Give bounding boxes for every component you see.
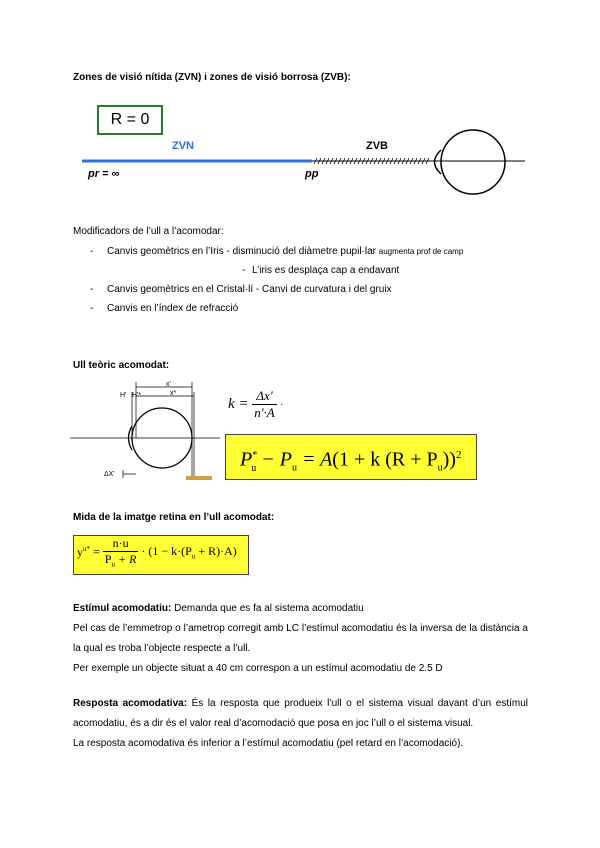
modifier-item-crystalline: Canvis geomètrics en el Cristal·lí - Canvi de curvatura i del gruix: [107, 284, 392, 295]
modifier-item-dash: -: [90, 284, 94, 295]
stimulus-paragraph: Pel cas de l’emmetrop o l’ametrop corregit amb LC l’estímul acomodatiu és la inversa de la distància a la qual es troba l’objecte respecte a l’ull.: [73, 623, 528, 654]
section3-heading: Mida de la imatge retina en l’ull acomodat:: [73, 512, 275, 523]
x-prime-label: x': [166, 381, 171, 388]
k-formula: k = $\frac{\Delta x'}{n'\cdot A}$ ·: [228, 388, 283, 420]
section2-heading: Ull teòric acomodat:: [73, 360, 170, 371]
response-paragraph: La resposta acomodativa és inferior a l’estímul acomodatiu (pel retard en l’acomodació).: [73, 738, 464, 749]
modifier-item-refraction: Canvis en l’índex de refracció: [107, 303, 239, 314]
section1-heading: Zones de visió nítida (ZVN) i zones de visió borrosa (ZVB):: [73, 72, 351, 83]
modifier-item-dash: -: [90, 246, 94, 257]
modifier-item-text: Canvis geomètrics en l’Iris - disminució del diàmetre pupil·lar: [107, 246, 376, 257]
stimulus-example: Per exemple un objecte situat a 40 cm correspon a un estímul acomodatiu de 2.5 D: [73, 663, 443, 674]
zvb-hatched-line: [312, 158, 525, 164]
response-term: Resposta acomodativa:: [73, 698, 188, 709]
retina-formula: $y^{u*}$ = $\frac{n\cdot u}{P_u + R}$ · $(1 - k\cdot(P_u + R)\cdot A)$: [77, 536, 237, 569]
accommodated-eye-diagram: [70, 378, 220, 488]
r-equals-zero-box: R = 0: [97, 105, 163, 135]
pr-infinity-label: pr = ∞: [88, 168, 120, 180]
modifier-item-iris: [107, 246, 463, 257]
modifiers-intro: Modificadors de l’ull a l’acomodar:: [73, 226, 224, 237]
zvn-label: ZVN: [172, 140, 194, 152]
modifier-item-iris-forward: L’iris es desplaça cap a endavant: [252, 265, 400, 276]
zones-diagram: [70, 120, 530, 200]
delta-x-label: ΔX': [104, 471, 115, 478]
x-star-label: x*: [170, 390, 177, 397]
response-section: [73, 694, 528, 754]
h-label: H': [120, 392, 127, 399]
modifier-item-dash: -: [90, 303, 94, 314]
eye-diagram: [435, 130, 506, 194]
decorative-bar: [186, 476, 212, 480]
pp-label: pp: [305, 168, 319, 180]
zvb-label: ZVB: [366, 140, 388, 152]
stimulus-section: [73, 599, 528, 679]
modifier-item-dash: -: [242, 265, 246, 276]
modifier-item-small-note: augmenta prof de camp: [378, 247, 464, 256]
stimulus-term: Estímul acomodatiu:: [73, 603, 172, 614]
stimulus-definition: Demanda que es fa al sistema acomodatiu: [171, 603, 364, 614]
main-formula: $P^*_u - P_u = A(1 + k$ $(R + P_u))^2$: [240, 448, 462, 474]
response-definition: És la resposta que produeix l’ull o el sistema visual davant d’un estímul acomodatiu, és a dir és el valor real d’acomodació que posa en joc l’ull o el sistema visual.: [73, 698, 528, 729]
h-star-label: H'*: [132, 392, 142, 399]
